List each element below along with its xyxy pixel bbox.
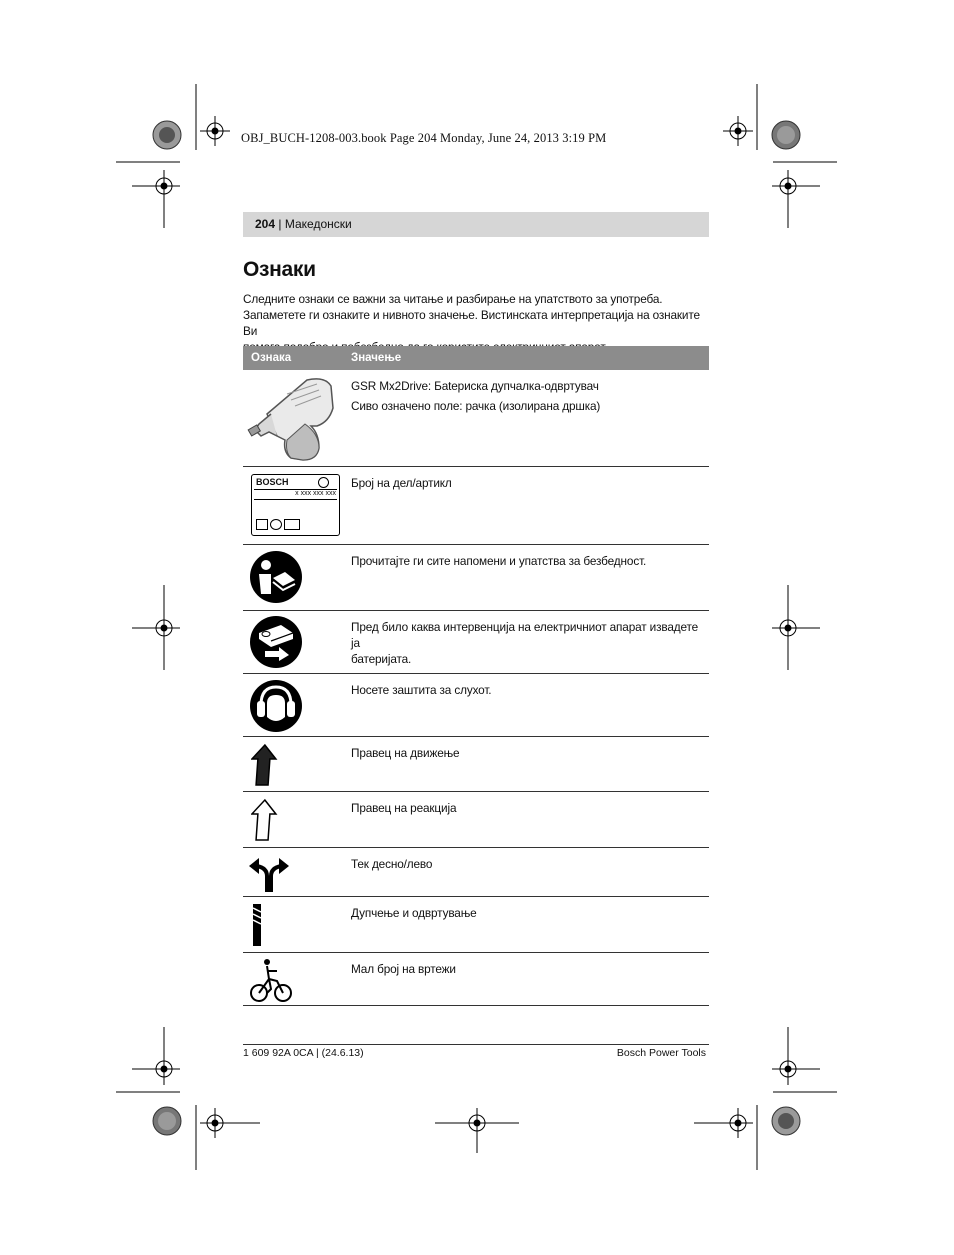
screwdriver-icon: [247, 374, 339, 462]
table-row: [243, 545, 709, 611]
bosch-logo-icon: [318, 477, 329, 488]
table-header-symbol: Ознака: [251, 352, 292, 364]
table-row: [243, 467, 709, 545]
row-text: Тек десно/лево: [351, 857, 433, 871]
page-title: Ознаки: [243, 258, 316, 281]
table-header: [243, 346, 709, 370]
footer-doc-number: 1 609 92A 0CA | (24.6.13): [243, 1047, 364, 1059]
fork-arrow-icon: [247, 852, 291, 894]
arrow-filled-icon: [251, 743, 281, 787]
row-meaning: [351, 619, 707, 671]
table-row: [243, 611, 709, 674]
page-header: [243, 212, 709, 237]
row-meaning: [351, 475, 707, 495]
row-meaning: [351, 856, 707, 876]
row-meaning: [351, 378, 707, 418]
header-language: Македонски: [284, 217, 352, 231]
row-text: Број на дел/артикл: [351, 476, 452, 490]
row-text: Носете заштита за слухот.: [351, 683, 492, 697]
row-meaning: [351, 682, 707, 702]
row-text: батеријата.: [351, 652, 412, 666]
table-row: [243, 848, 709, 897]
intro-line: Следните ознаки се важни за читање и разбирање на упатството за употреба.: [243, 292, 663, 306]
remove-battery-icon: [249, 615, 303, 669]
table-row: [243, 370, 709, 467]
footer-divider: [243, 1044, 709, 1045]
row-text: GSR Mx2Drive: Бatериска дупчалка-одвртувач: [351, 379, 599, 393]
drill-bit-icon: [250, 902, 264, 948]
row-text: Мал број на вртежи: [351, 962, 456, 976]
bicycle-icon: [249, 957, 293, 1003]
row-text: Прочитајте ги сите напомени и упатства за безбедност.: [351, 554, 647, 568]
footer-brand: Bosch Power Tools: [616, 1047, 706, 1059]
row-meaning: [351, 800, 707, 820]
read-manual-icon: [249, 550, 303, 604]
row-meaning: [351, 553, 707, 573]
header-separator: |: [278, 217, 282, 231]
table-header-meaning: Значење: [351, 352, 402, 364]
nameplate-brand: BOSCH: [256, 477, 289, 487]
table-row: [243, 897, 709, 953]
row-text: Пред било каква интервенција на електричниот апарат извадете ја: [351, 620, 699, 650]
table-row: [243, 737, 709, 792]
row-text: Дупчење и одвртување: [351, 906, 477, 920]
table-row: [243, 953, 709, 1006]
intro-line: Запаметете ги ознаките и нивното значење. Вистинската интерпретација на ознаките Ви: [243, 308, 700, 338]
row-meaning: [351, 961, 707, 981]
row-meaning: [351, 905, 707, 925]
ear-protection-icon: [249, 679, 303, 733]
row-meaning: [351, 745, 707, 765]
row-text: Сиво означено поле: рачка (изолирана дршка): [351, 399, 601, 413]
table-row: [243, 792, 709, 848]
print-info: OBJ_BUCH-1208-003.book Page 204 Monday, June 24, 2013 3:19 PM: [241, 131, 607, 145]
nameplate-number: x xxx xxx xxx: [295, 490, 336, 497]
table-row: [243, 674, 709, 737]
page-number: 204: [255, 217, 276, 231]
row-text: Правец на движење: [351, 746, 460, 760]
row-text: Правец на реакција: [351, 801, 457, 815]
arrow-outline-icon: [251, 798, 281, 842]
nameplate-icon: [251, 474, 340, 536]
